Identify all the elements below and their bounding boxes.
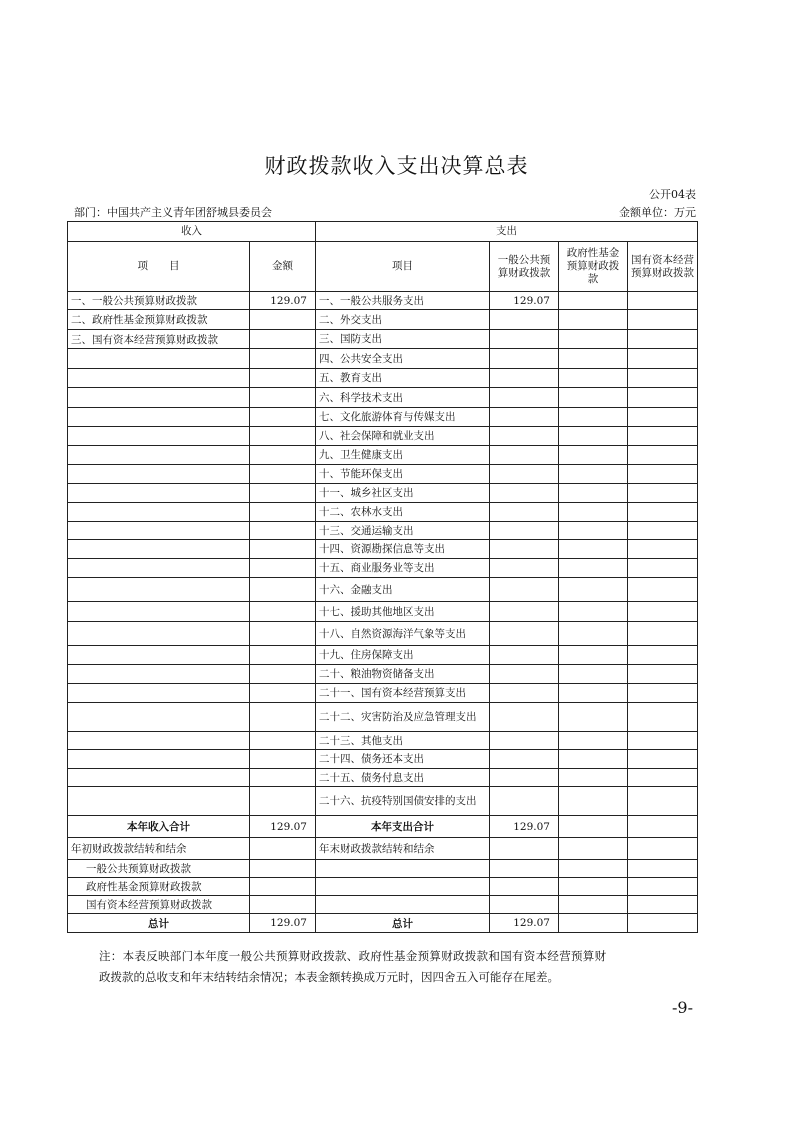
page-number: -9- (672, 998, 693, 1017)
income-amount-cell (250, 503, 316, 522)
general-budget-cell (490, 732, 559, 750)
table-row (68, 540, 698, 559)
gov-fund-cell (559, 540, 628, 559)
state-capital-cell (628, 665, 698, 684)
expense-item-header: 项目 (316, 242, 490, 292)
general-budget-cell (490, 646, 559, 665)
state-capital-cell (628, 578, 698, 602)
carry-sub-general: 一般公共预算财政拨款 (68, 860, 250, 878)
carry-sub-row (68, 896, 698, 914)
general-budget-cell (490, 703, 559, 732)
expense-subtotal-label: 本年支出合计 (316, 816, 490, 838)
income-item-cell (68, 732, 250, 750)
table-row (68, 484, 698, 503)
table-row (68, 703, 698, 732)
state-capital-cell (628, 369, 698, 388)
gov-fund-cell (559, 292, 628, 310)
general-budget-cell (490, 484, 559, 503)
gov-fund-cell (559, 750, 628, 769)
income-item-cell (68, 446, 250, 465)
income-item-cell (68, 503, 250, 522)
state-capital-header: 国有资本经营预算财政拨款 (628, 242, 698, 292)
table-row (68, 684, 698, 703)
general-budget-cell (490, 540, 559, 559)
expense-item-cell: 十五、商业服务业等支出 (316, 559, 490, 578)
expense-item-cell: 一、一般公共服务支出 (316, 292, 490, 310)
table-subheader-row (68, 242, 698, 292)
gov-fund-cell (559, 446, 628, 465)
general-budget-cell (490, 787, 559, 816)
total-row (68, 914, 698, 933)
income-amount-cell (250, 665, 316, 684)
general-budget-cell (490, 559, 559, 578)
gov-fund-cell (559, 427, 628, 446)
state-capital-cell (628, 622, 698, 646)
note-line-2: 政拨款的总收支和年末结转结余情况；本表金额转换成万元时，因四舍五入可能存在尾差。 (99, 970, 559, 984)
income-amount-cell (250, 684, 316, 703)
income-amount-cell (250, 732, 316, 750)
expense-item-cell: 十九、住房保障支出 (316, 646, 490, 665)
income-item-cell: 三、国有资本经营预算财政拨款 (68, 330, 250, 349)
general-budget-cell (490, 769, 559, 787)
gov-fund-cell (559, 684, 628, 703)
state-capital-cell (628, 330, 698, 349)
gov-fund-cell (559, 622, 628, 646)
state-capital-cell (628, 388, 698, 408)
table-row (68, 310, 698, 330)
state-capital-cell (628, 427, 698, 446)
state-capital-cell (628, 750, 698, 769)
table-row (68, 602, 698, 622)
general-budget-cell (490, 369, 559, 388)
subtotal-row (68, 816, 698, 838)
income-item-cell: 二、政府性基金预算财政拨款 (68, 310, 250, 330)
state-capital-cell (628, 292, 698, 310)
gov-fund-cell (559, 732, 628, 750)
expense-item-cell: 九、卫生健康支出 (316, 446, 490, 465)
state-capital-cell (628, 446, 698, 465)
table-row (68, 522, 698, 540)
gov-fund-cell (559, 503, 628, 522)
general-budget-cell (490, 349, 559, 369)
state-capital-cell (628, 503, 698, 522)
state-capital-cell (628, 684, 698, 703)
expense-item-cell: 十四、资源勘探信息等支出 (316, 540, 490, 559)
unit-label: 金额单位：万元 (619, 206, 696, 219)
table-row (68, 292, 698, 310)
gov-fund-cell (559, 408, 628, 427)
income-amount-cell (250, 369, 316, 388)
expense-header: 支出 (316, 222, 698, 242)
general-budget-cell (490, 665, 559, 684)
table-row (68, 769, 698, 787)
table-row (68, 465, 698, 484)
table-note (99, 946, 699, 988)
expense-item-cell: 十一、城乡社区支出 (316, 484, 490, 503)
state-capital-cell (628, 559, 698, 578)
income-amount-cell (250, 465, 316, 484)
gov-fund-cell (559, 349, 628, 369)
income-amount-cell (250, 349, 316, 369)
gov-fund-cell (559, 769, 628, 787)
state-capital-cell (628, 787, 698, 816)
general-budget-cell (490, 503, 559, 522)
carry-row (68, 838, 698, 860)
table-row (68, 622, 698, 646)
gov-fund-cell (559, 646, 628, 665)
expense-item-cell: 十八、自然资源海洋气象等支出 (316, 622, 490, 646)
expense-item-cell: 三、国防支出 (316, 330, 490, 349)
table-row (68, 750, 698, 769)
state-capital-cell (628, 602, 698, 622)
income-amount-cell (250, 540, 316, 559)
income-amount-cell (250, 769, 316, 787)
budget-table (67, 221, 698, 933)
expense-item-cell: 八、社会保障和就业支出 (316, 427, 490, 446)
state-capital-cell (628, 540, 698, 559)
general-budget-cell (490, 578, 559, 602)
table-row (68, 646, 698, 665)
income-item-cell (68, 427, 250, 446)
expense-item-cell: 四、公共安全支出 (316, 349, 490, 369)
carry-sub-gov-fund: 政府性基金预算财政拨款 (68, 878, 250, 896)
general-budget-cell: 129.07 (490, 292, 559, 310)
income-item-cell (68, 684, 250, 703)
general-budget-header: 一般公共预算财政拨款 (490, 242, 559, 292)
income-item-cell (68, 465, 250, 484)
carry-sub-row (68, 878, 698, 896)
gov-fund-cell (559, 465, 628, 484)
general-budget-cell (490, 622, 559, 646)
gov-fund-cell (559, 388, 628, 408)
expense-item-cell: 十七、援助其他地区支出 (316, 602, 490, 622)
income-item-cell: 一、一般公共预算财政拨款 (68, 292, 250, 310)
gov-fund-cell (559, 330, 628, 349)
income-total-amount: 129.07 (250, 914, 316, 933)
state-capital-cell (628, 349, 698, 369)
income-subtotal-amount: 129.07 (250, 816, 316, 838)
general-budget-cell (490, 388, 559, 408)
income-item-cell (68, 484, 250, 503)
expense-item-cell: 十六、金融支出 (316, 578, 490, 602)
income-amount-header: 金额 (250, 242, 316, 292)
carry-sub-row (68, 860, 698, 878)
expense-item-cell: 二十六、抗疫特别国债安排的支出 (316, 787, 490, 816)
gov-fund-cell (559, 578, 628, 602)
general-budget-cell (490, 408, 559, 427)
income-item-cell (68, 559, 250, 578)
income-amount-cell (250, 602, 316, 622)
expense-item-cell: 二十一、国有资本经营预算支出 (316, 684, 490, 703)
income-amount-cell (250, 330, 316, 349)
expense-item-cell: 五、教育支出 (316, 369, 490, 388)
table-row (68, 369, 698, 388)
carry-end-label: 年末财政拨款结转和结余 (316, 838, 490, 860)
income-item-cell (68, 646, 250, 665)
income-amount-cell (250, 408, 316, 427)
expense-item-cell: 六、科学技术支出 (316, 388, 490, 408)
expense-item-cell: 二十二、灾害防治及应急管理支出 (316, 703, 490, 732)
income-amount-cell (250, 622, 316, 646)
table-row (68, 578, 698, 602)
income-subtotal-label: 本年收入合计 (68, 816, 250, 838)
page-title: 财政拨款收入支出决算总表 (264, 154, 529, 178)
income-amount-cell (250, 522, 316, 540)
income-amount-cell (250, 484, 316, 503)
expense-item-cell: 七、文化旅游体育与传媒支出 (316, 408, 490, 427)
income-item-cell (68, 665, 250, 684)
gov-fund-cell (559, 484, 628, 503)
income-amount-cell (250, 446, 316, 465)
income-item-cell (68, 769, 250, 787)
income-amount-cell (250, 559, 316, 578)
table-row (68, 665, 698, 684)
general-budget-cell (490, 522, 559, 540)
gov-fund-cell (559, 559, 628, 578)
gov-fund-cell (559, 310, 628, 330)
general-budget-cell (490, 446, 559, 465)
table-row (68, 732, 698, 750)
general-budget-cell (490, 310, 559, 330)
expense-total-amount: 129.07 (490, 914, 559, 933)
gov-fund-cell (559, 703, 628, 732)
expense-item-cell: 二、外交支出 (316, 310, 490, 330)
state-capital-cell (628, 465, 698, 484)
expense-subtotal-amount: 129.07 (490, 816, 559, 838)
income-amount-cell (250, 750, 316, 769)
income-amount-cell (250, 787, 316, 816)
expense-item-cell: 十三、交通运输支出 (316, 522, 490, 540)
form-number: 公开04表 (649, 188, 696, 201)
expense-item-cell: 十、节能环保支出 (316, 465, 490, 484)
state-capital-cell (628, 484, 698, 503)
state-capital-cell (628, 408, 698, 427)
income-item-cell (68, 349, 250, 369)
table-row (68, 388, 698, 408)
income-amount-cell (250, 703, 316, 732)
income-item-cell (68, 787, 250, 816)
income-item-cell (68, 703, 250, 732)
income-amount-cell (250, 578, 316, 602)
table-row (68, 427, 698, 446)
table-row (68, 330, 698, 349)
income-item-cell (68, 522, 250, 540)
state-capital-cell (628, 769, 698, 787)
income-item-cell (68, 622, 250, 646)
carry-sub-state-capital: 国有资本经营预算财政拨款 (68, 896, 250, 914)
state-capital-cell (628, 646, 698, 665)
table-row (68, 408, 698, 427)
state-capital-cell (628, 522, 698, 540)
income-item-cell (68, 578, 250, 602)
income-header: 收入 (68, 222, 316, 242)
table-row (68, 787, 698, 816)
expense-item-cell: 二十四、债务还本支出 (316, 750, 490, 769)
income-amount-cell (250, 388, 316, 408)
state-capital-cell (628, 310, 698, 330)
income-amount-cell (250, 427, 316, 446)
state-capital-cell (628, 703, 698, 732)
general-budget-cell (490, 427, 559, 446)
gov-fund-cell (559, 787, 628, 816)
income-item-cell (68, 369, 250, 388)
general-budget-cell (490, 330, 559, 349)
general-budget-cell (490, 684, 559, 703)
income-item-cell (68, 602, 250, 622)
state-capital-cell (628, 732, 698, 750)
gov-fund-cell (559, 602, 628, 622)
table-row (68, 559, 698, 578)
note-line-1: 注：本表反映部门本年度一般公共预算财政拨款、政府性基金预算财政拨款和国有资本经营预算财 (99, 949, 607, 963)
income-item-cell (68, 750, 250, 769)
income-item-cell (68, 408, 250, 427)
expense-item-cell: 二十五、债务付息支出 (316, 769, 490, 787)
income-total-label: 总计 (68, 914, 250, 933)
table-body (68, 292, 698, 816)
gov-fund-cell (559, 369, 628, 388)
expense-item-cell: 二十三、其他支出 (316, 732, 490, 750)
department-label: 部门：中国共产主义青年团舒城县委员会 (74, 206, 272, 219)
income-item-cell (68, 388, 250, 408)
expense-item-cell: 十二、农林水支出 (316, 503, 490, 522)
table-row (68, 349, 698, 369)
general-budget-cell (490, 750, 559, 769)
table-header-row (68, 222, 698, 242)
income-item-header: 项 目 (68, 242, 250, 292)
general-budget-cell (490, 602, 559, 622)
gov-fund-cell (559, 665, 628, 684)
income-amount-cell: 129.07 (250, 292, 316, 310)
expense-item-cell: 二十、粮油物资储备支出 (316, 665, 490, 684)
carry-begin-label: 年初财政拨款结转和结余 (68, 838, 250, 860)
income-amount-cell (250, 310, 316, 330)
income-amount-cell (250, 646, 316, 665)
table-row (68, 503, 698, 522)
income-item-cell (68, 540, 250, 559)
gov-fund-header: 政府性基金预算财政拨款 (559, 242, 628, 292)
general-budget-cell (490, 465, 559, 484)
expense-total-label: 总计 (316, 914, 490, 933)
table-row (68, 446, 698, 465)
gov-fund-cell (559, 522, 628, 540)
